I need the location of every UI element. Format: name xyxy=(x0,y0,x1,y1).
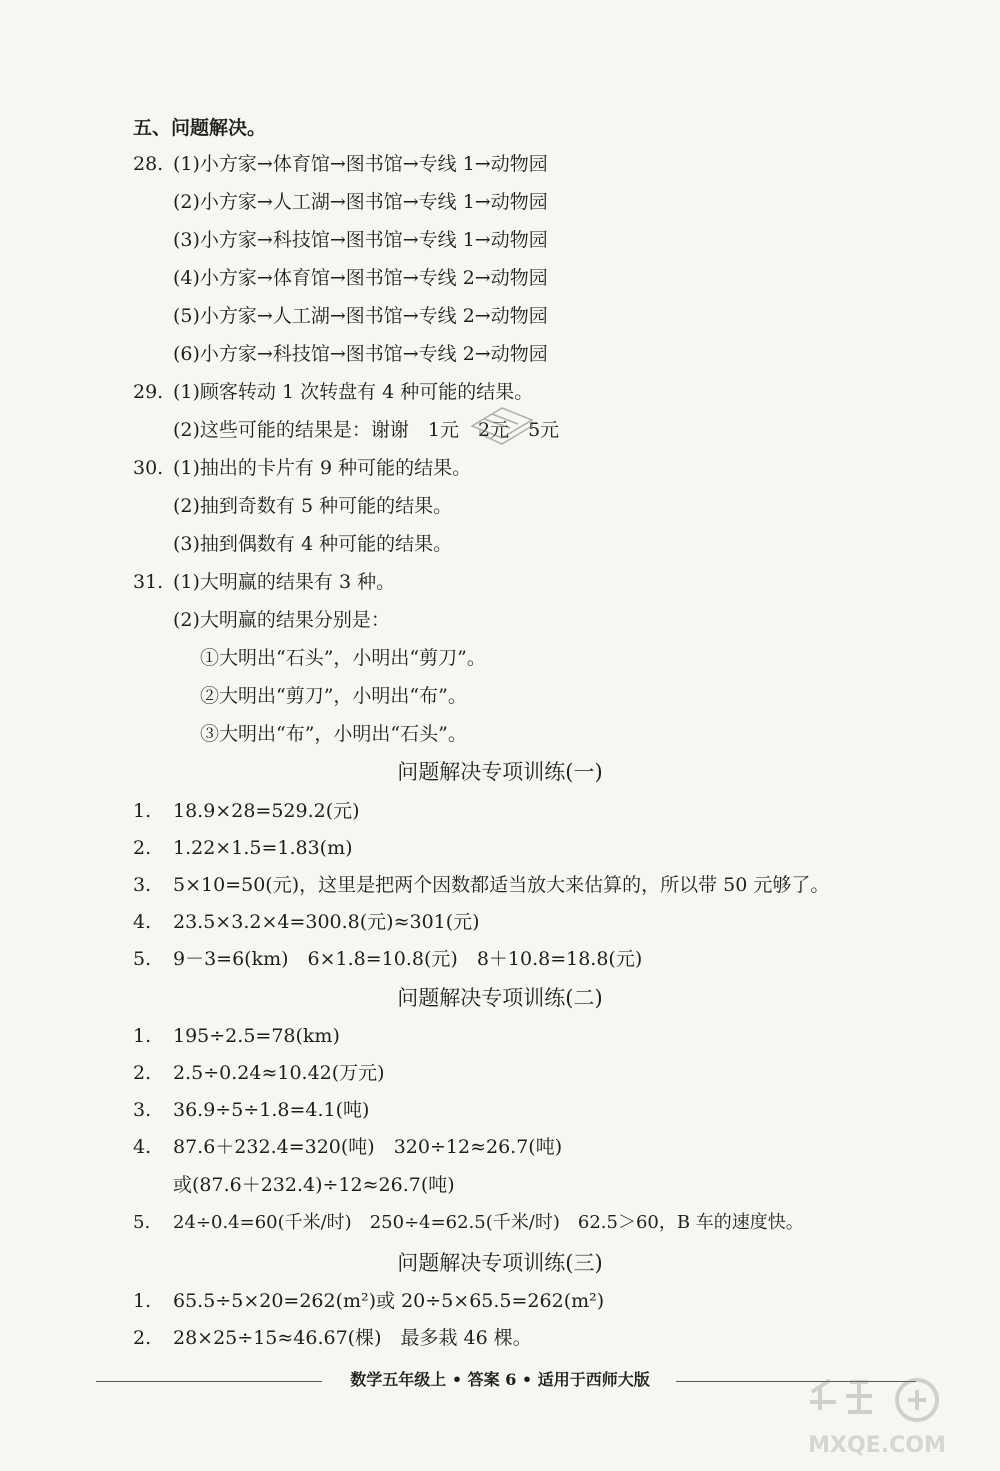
question-30-number: 30. xyxy=(133,457,164,479)
q30-line-1: (1)抽出的卡片有 9 种可能的结果。 xyxy=(173,457,472,479)
t2-item-4 xyxy=(133,1135,562,1159)
q28-route-2: (2)小方家→人工湖→图书馆→专线 1→动物园 xyxy=(173,191,548,213)
t1-num-2: 2. xyxy=(133,837,152,859)
q28-route-1: (1)小方家→体育馆→图书馆→专线 1→动物园 xyxy=(173,153,548,175)
q29-line-2: (2)这些可能的结果是：谢谢 1元 2元 5元 xyxy=(173,419,560,441)
t1-num-3: 3. xyxy=(133,874,152,896)
t2-item-2 xyxy=(133,1061,385,1085)
q28-route-3: (3)小方家→科技馆→图书馆→专线 1→动物园 xyxy=(173,229,548,251)
t3-item-1 xyxy=(133,1289,604,1313)
q28-route-5: (5)小方家→人工湖→图书馆→专线 2→动物园 xyxy=(173,305,548,327)
watermark-text: MXQE.COM xyxy=(808,1433,946,1458)
t1-item-4 xyxy=(133,910,480,934)
training-2-title: 问题解决专项训练(二) xyxy=(397,986,603,1010)
t2-num-1: 1. xyxy=(133,1025,152,1047)
t1-item-2 xyxy=(133,836,353,860)
t1-num-1: 1. xyxy=(133,800,152,822)
book-stamp-icon xyxy=(462,386,542,446)
t1-item-1 xyxy=(133,799,360,823)
q28-route-6: (6)小方家→科技馆→图书馆→专线 2→动物园 xyxy=(173,343,548,365)
t2-text-4-alt: 或(87.6＋232.4)÷12≈26.7(吨) xyxy=(173,1174,455,1196)
q29-line-1: (1)顾客转动 1 次转盘有 4 种可能的结果。 xyxy=(173,381,534,403)
t2-item-5 xyxy=(133,1211,804,1235)
question-29-number: 29. xyxy=(133,381,164,403)
t1-num-4: 4. xyxy=(133,911,152,933)
q31-line-1: (1)大明赢的结果有 3 种。 xyxy=(173,571,396,593)
watermark-logo xyxy=(802,1372,952,1462)
t1-text-1: 18.9×28=529.2(元) xyxy=(173,800,360,822)
t2-text-2: 2.5÷0.24≈10.42(万元) xyxy=(173,1062,385,1084)
q28-route-4: (4)小方家→体育馆→图书馆→专线 2→动物园 xyxy=(173,267,548,289)
question-31-number: 31. xyxy=(133,571,164,593)
t3-num-1: 1. xyxy=(133,1290,152,1312)
t2-num-2: 2. xyxy=(133,1062,152,1084)
t1-text-3: 5×10=50(元)，这里是把两个因数都适当放大来估算的，所以带 50 元够了。 xyxy=(173,874,830,896)
q30-line-3: (3)抽到偶数有 4 种可能的结果。 xyxy=(173,533,453,555)
t2-num-3: 3. xyxy=(133,1099,152,1121)
t1-text-4: 23.5×3.2×4=300.8(元)≈301(元) xyxy=(173,911,480,933)
section-title: 五、问题解决。 xyxy=(133,117,267,139)
t2-text-4: 87.6＋232.4=320(吨) 320÷12≈26.7(吨) xyxy=(173,1136,563,1158)
t2-text-5: 24÷0.4=60(千米/时) 250÷4=62.5(千米/时) 62.5＞60，B 车的速度快。 xyxy=(173,1212,804,1233)
q31-sub-2: ②大明出“剪刀”，小明出“布”。 xyxy=(200,685,467,707)
question-28-number: 28. xyxy=(133,153,164,175)
t3-item-2 xyxy=(133,1326,532,1350)
t1-text-2: 1.22×1.5=1.83(m) xyxy=(173,837,353,859)
t2-text-1: 195÷2.5=78(km) xyxy=(173,1025,340,1047)
training-3-title: 问题解决专项训练(三) xyxy=(397,1251,603,1275)
t2-text-3: 36.9÷5÷1.8=4.1(吨) xyxy=(173,1099,370,1121)
t2-item-3 xyxy=(133,1098,369,1122)
q31-line-2: (2)大明赢的结果分别是： xyxy=(173,609,390,631)
q31-sub-3: ③大明出“布”，小明出“石头”。 xyxy=(200,723,467,745)
page-footer: 数学五年级上 • 答案 6 • 适用于西师大版 xyxy=(350,1370,650,1389)
training-1-title: 问题解决专项训练(一) xyxy=(397,760,603,784)
t1-item-3 xyxy=(133,873,829,897)
t3-text-1: 65.5÷5×20=262(m²)或 20÷5×65.5=262(m²) xyxy=(173,1290,605,1312)
t3-text-2: 28×25÷15≈46.67(棵) 最多栽 46 棵。 xyxy=(173,1327,532,1349)
t1-num-5: 5. xyxy=(133,948,152,970)
t3-num-2: 2. xyxy=(133,1327,152,1349)
q31-sub-1: ①大明出“石头”，小明出“剪刀”。 xyxy=(200,647,486,669)
q30-line-2: (2)抽到奇数有 5 种可能的结果。 xyxy=(173,495,453,517)
t2-item-4-alt xyxy=(133,1173,455,1197)
t2-num-4: 4. xyxy=(133,1136,152,1158)
t2-item-1 xyxy=(133,1024,340,1048)
t2-num-5: 5. xyxy=(133,1212,151,1233)
t1-item-5 xyxy=(133,947,642,971)
t1-text-5: 9－3=6(km) 6×1.8=10.8(元) 8＋10.8=18.8(元) xyxy=(173,948,643,970)
